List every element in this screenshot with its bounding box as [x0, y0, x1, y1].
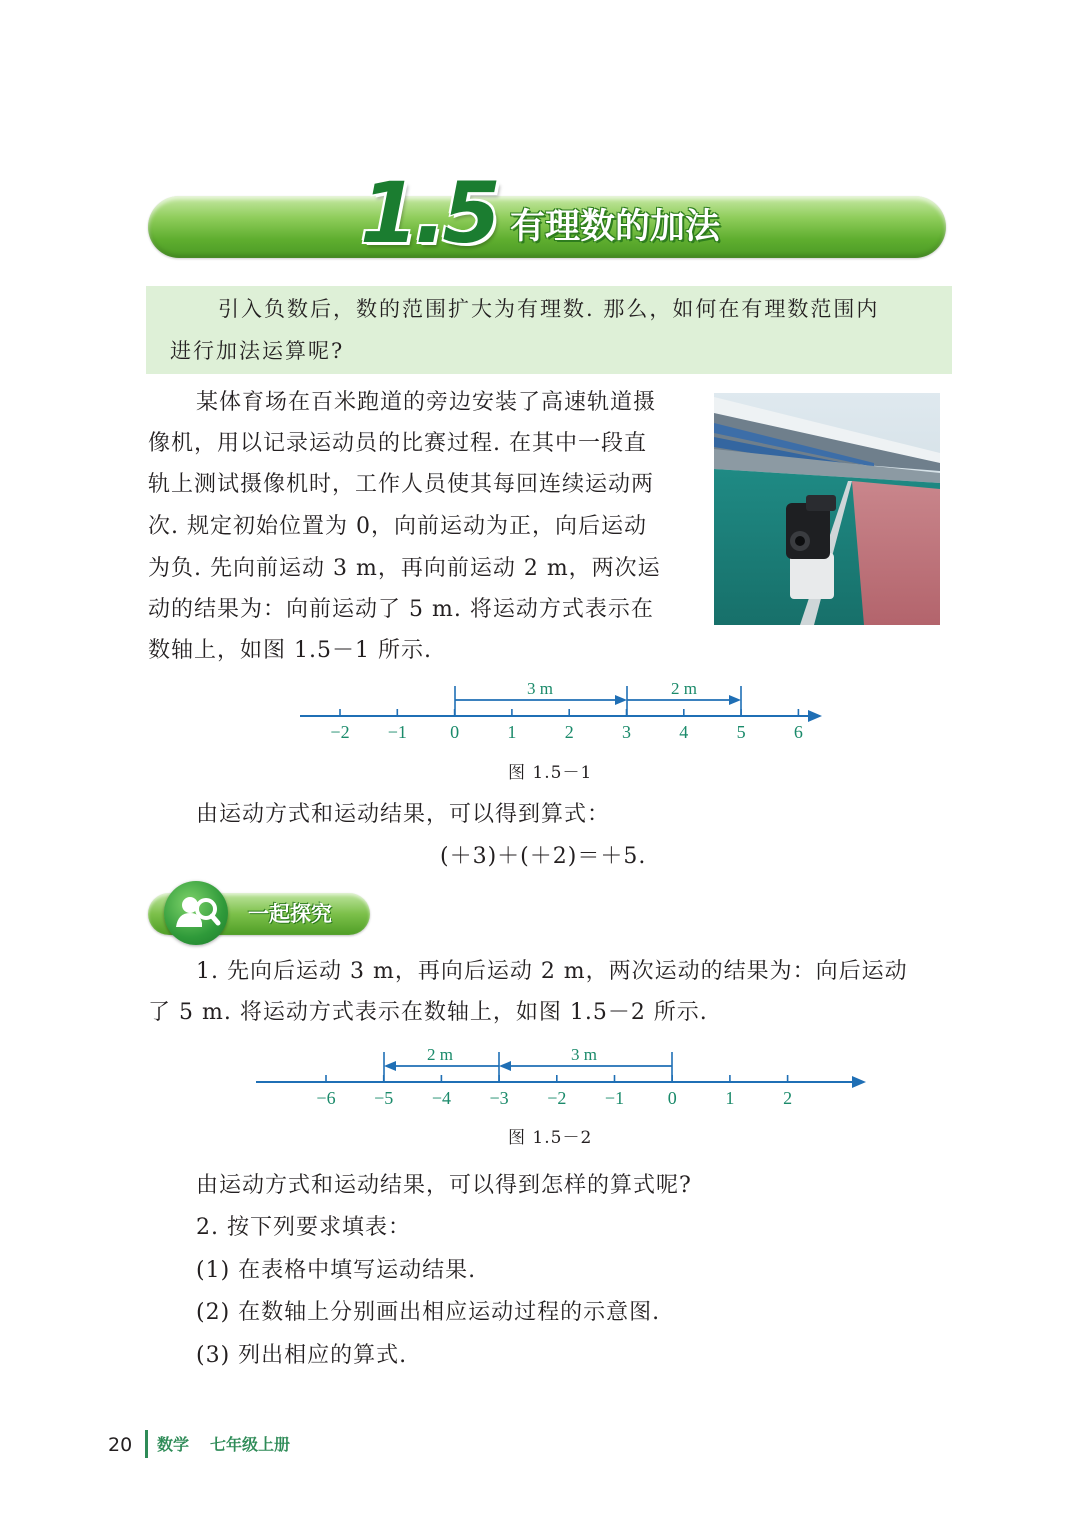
paragraph-line: 数轴上，如图 1.5－1 所示.: [148, 638, 432, 663]
page-number: 20: [108, 1434, 133, 1456]
axis-arrowhead: [808, 710, 822, 722]
magnifier-person-icon: [164, 881, 228, 945]
arrow-label: 3 m: [527, 679, 553, 698]
paragraph-line: 动的结果为：向前运动了 5 m. 将运动方式表示在: [148, 597, 654, 622]
paragraph-line: 某体育场在百米跑道的旁边安装了高速轨道摄: [196, 390, 657, 415]
axis-tick-label: −4: [431, 1088, 451, 1108]
intro-line-2: 进行加法运算呢?: [170, 339, 345, 363]
paragraph-line: 为负. 先向前运动 3 m，再向前运动 2 m，两次运: [148, 556, 661, 581]
arrow-label: 3 m: [571, 1045, 597, 1064]
paragraph-line: 轨上测试摄像机时，工作人员使其每回连续运动两: [148, 472, 655, 497]
paragraph-line: 由运动方式和运动结果，可以得到怎样的算式呢?: [196, 1173, 692, 1198]
paragraph-line: 由运动方式和运动结果，可以得到算式：: [196, 802, 611, 827]
figure-caption: 图 1.5－1: [508, 763, 593, 783]
axis-tick-label: 0: [450, 722, 460, 742]
axis-tick-label: −5: [374, 1088, 394, 1108]
movement-arrowhead: [384, 1061, 396, 1071]
footer-book-title: 七年级上册: [210, 1435, 291, 1454]
movement-arrowhead: [729, 695, 741, 705]
number-line-figure-1: [290, 676, 830, 752]
section-number: 1.5: [360, 164, 497, 262]
equation: (＋3)＋(＋2)＝＋5.: [440, 844, 647, 869]
footer-divider: [145, 1430, 148, 1458]
figure-caption: 图 1.5－2: [508, 1128, 593, 1148]
task-item: (1) 在表格中填写运动结果.: [196, 1258, 477, 1283]
paragraph-line: 次. 规定初始位置为 0，向前运动为正，向后运动: [148, 514, 647, 539]
explore-label: 一起探究: [248, 902, 332, 926]
section-title: 有理数的加法: [510, 207, 721, 247]
number-line-figure-2: [248, 1042, 878, 1118]
axis-tick-label: −2: [547, 1088, 567, 1108]
movement-arrowhead: [499, 1061, 511, 1071]
task-heading: 2. 按下列要求填表：: [196, 1215, 411, 1240]
intro-line-1: 引入负数后，数的范围扩大为有理数. 那么，如何在有理数范围内: [218, 297, 880, 321]
task-item: (3) 列出相应的算式.: [196, 1343, 408, 1368]
footer-subject: 数学: [157, 1435, 190, 1454]
axis-tick-label: −1: [604, 1088, 625, 1108]
axis-arrowhead: [852, 1076, 866, 1088]
axis-tick-label: 2: [564, 722, 574, 742]
axis-tick-label: −2: [330, 722, 350, 742]
paragraph-line: 了 5 m. 将运动方式表示在数轴上，如图 1.5－2 所示.: [148, 1000, 708, 1025]
axis-tick-label: 3: [622, 722, 631, 742]
axis-tick-label: 4: [679, 722, 689, 742]
axis-tick-label: 1: [725, 1088, 735, 1108]
arrow-label: 2 m: [671, 679, 697, 698]
stadium-camera-photo: [714, 393, 940, 625]
axis-tick-label: −6: [316, 1088, 336, 1108]
axis-tick-label: −1: [387, 722, 407, 742]
axis-tick-label: 6: [793, 722, 803, 742]
paragraph-line: 像机，用以记录运动员的比赛过程. 在其中一段直: [148, 431, 647, 456]
axis-tick-label: −3: [489, 1088, 509, 1108]
axis-tick-label: 0: [667, 1088, 677, 1108]
axis-tick-label: 2: [783, 1088, 793, 1108]
axis-tick-label: 1: [507, 722, 517, 742]
axis-tick-label: 5: [736, 722, 746, 742]
paragraph-line: 1. 先向后运动 3 m，再向后运动 2 m，两次运动的结果为：向后运动: [196, 959, 908, 984]
arrow-label: 2 m: [427, 1045, 453, 1064]
movement-arrowhead: [615, 695, 627, 705]
task-item: (2) 在数轴上分别画出相应运动过程的示意图.: [196, 1300, 661, 1325]
explore-icon: [164, 881, 228, 945]
